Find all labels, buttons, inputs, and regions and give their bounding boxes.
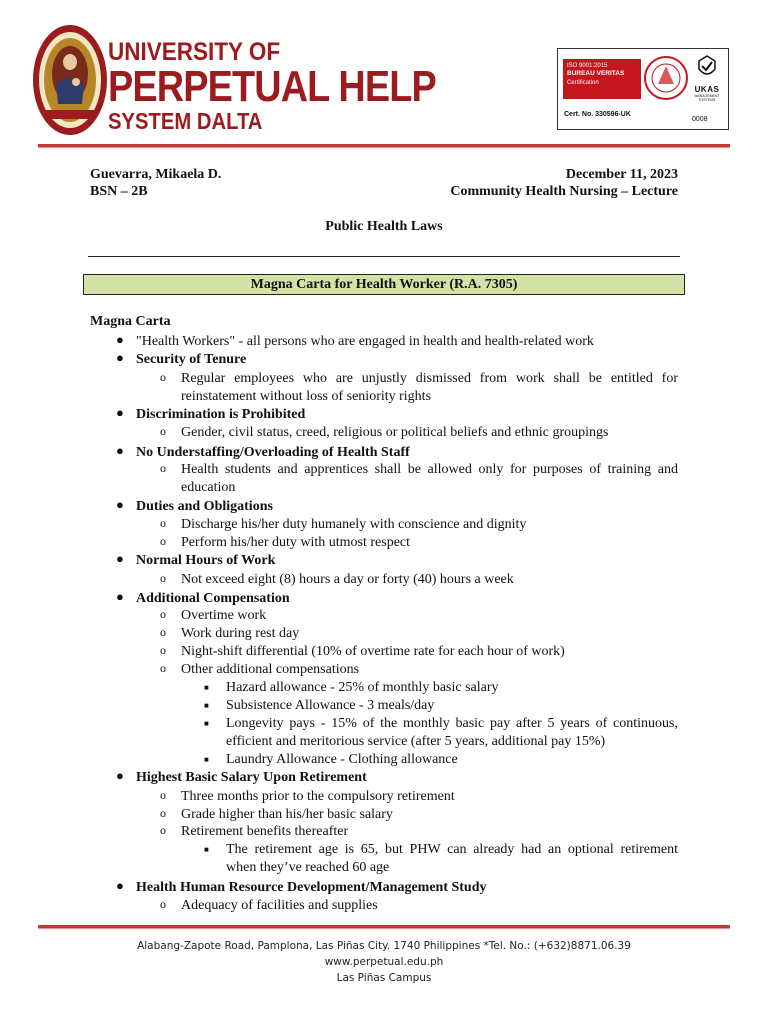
certification-label: Certification bbox=[567, 79, 599, 86]
square-bullet-icon: ■ bbox=[204, 845, 209, 854]
circle-bullet-icon: o bbox=[160, 806, 166, 820]
circle-bullet-icon: o bbox=[160, 461, 166, 475]
list-item-continued: education bbox=[181, 480, 236, 495]
list-item: Regular employees who are unjustly dismissed from work shall be entitled for bbox=[181, 371, 678, 386]
list-item: The retirement age is 65, but PHW can already had an optional retirement bbox=[226, 842, 678, 857]
circle-bullet-icon: o bbox=[160, 370, 166, 384]
bullet-icon: ● bbox=[116, 405, 124, 420]
footer-address: Alabang-Zapote Road, Pamplona, Las Piñas City. 1740 Philippines *Tel. No.: (+632)8871.06.39 bbox=[137, 940, 631, 952]
circle-bullet-icon: o bbox=[160, 661, 166, 675]
list-item: Highest Basic Salary Upon Retirement bbox=[136, 770, 367, 785]
list-item: Health Human Resource Development/Management Study bbox=[136, 880, 487, 895]
university-name-line1: UNIVERSITY OF bbox=[108, 38, 281, 66]
circle-bullet-icon: o bbox=[160, 625, 166, 639]
list-item: Additional Compensation bbox=[136, 591, 290, 606]
ukas-subtext: MANAGEMENT SYSTEMS bbox=[694, 94, 720, 102]
bullet-icon: ● bbox=[116, 443, 124, 458]
student-name: Guevarra, Mikaela D. bbox=[90, 167, 222, 182]
list-item: Subsistence Allowance - 3 meals/day bbox=[226, 698, 435, 713]
list-item: Other additional compensations bbox=[181, 662, 360, 677]
crown-check-icon bbox=[696, 55, 718, 79]
student-info bbox=[90, 166, 221, 200]
list-item: Not exceed eight (8) hours a day or forty (40) hours a week bbox=[181, 572, 514, 587]
footer-divider bbox=[38, 925, 730, 928]
ukas-text: UKAS bbox=[694, 85, 720, 94]
list-item: Overtime work bbox=[181, 608, 267, 623]
certification-badge bbox=[557, 48, 729, 130]
bullet-icon: ● bbox=[116, 350, 124, 365]
list-item: Perform his/her duty with utmost respect bbox=[181, 535, 411, 550]
university-name bbox=[108, 40, 489, 133]
circle-bullet-icon: o bbox=[160, 424, 166, 438]
list-item: Longevity pays - 15% of the monthly basic pay after 5 years of continuous, bbox=[226, 716, 678, 731]
list-item: Discrimination is Prohibited bbox=[136, 407, 306, 422]
course-name: Community Health Nursing – Lecture bbox=[450, 184, 678, 199]
bullet-icon: ● bbox=[116, 551, 124, 566]
student-section: BSN – 2B bbox=[90, 184, 148, 199]
square-bullet-icon: ■ bbox=[204, 755, 209, 764]
list-item: Duties and Obligations bbox=[136, 499, 273, 514]
list-item: Retirement benefits thereafter bbox=[181, 824, 349, 839]
square-bullet-icon: ■ bbox=[204, 683, 209, 692]
list-item: Three months prior to the compulsory retirement bbox=[181, 789, 455, 804]
bureau-veritas-seal-icon bbox=[644, 54, 688, 102]
bullet-icon: ● bbox=[116, 332, 124, 347]
footer-campus: Las Piñas Campus bbox=[336, 972, 432, 984]
letterhead bbox=[0, 0, 768, 150]
square-bullet-icon: ■ bbox=[204, 701, 209, 710]
list-item: "Health Workers" - all persons who are engaged in health and health-related work bbox=[136, 334, 594, 349]
iso-label: ISO 9001:2015 bbox=[567, 63, 608, 69]
list-item: Adequacy of facilities and supplies bbox=[181, 898, 378, 913]
circle-bullet-icon: o bbox=[160, 643, 166, 657]
document-info bbox=[450, 166, 678, 200]
list-item: Health students and apprentices shall be allowed only for purposes of training and bbox=[181, 462, 678, 477]
bullet-icon: ● bbox=[116, 497, 124, 512]
circle-bullet-icon: o bbox=[160, 534, 166, 548]
circle-bullet-icon: o bbox=[160, 607, 166, 621]
list-item: Grade higher than his/her basic salary bbox=[181, 807, 393, 822]
circle-bullet-icon: o bbox=[160, 823, 166, 837]
list-item: Discharge his/her duty humanely with conscience and dignity bbox=[181, 517, 527, 532]
section-heading: Magna Carta bbox=[90, 314, 171, 329]
ukas-number: 0008 bbox=[692, 116, 708, 123]
list-item: Security of Tenure bbox=[136, 352, 247, 367]
certificate-number: Cert. No. 330596-UK bbox=[564, 111, 631, 118]
university-name-line3: SYSTEM DALTA bbox=[108, 108, 263, 134]
document-date: December 11, 2023 bbox=[565, 167, 678, 182]
circle-bullet-icon: o bbox=[160, 571, 166, 585]
bullet-icon: ● bbox=[116, 768, 124, 783]
list-item-continued: when they’ve reached 60 age bbox=[226, 860, 390, 875]
list-item: No Understaffing/Overloading of Health Staff bbox=[136, 445, 410, 460]
list-item: Normal Hours of Work bbox=[136, 553, 276, 568]
circle-bullet-icon: o bbox=[160, 516, 166, 530]
bureau-veritas-label bbox=[563, 59, 641, 99]
list-item: Laundry Allowance - Clothing allowance bbox=[226, 752, 458, 767]
university-seal-icon bbox=[32, 24, 108, 136]
ukas-mark bbox=[690, 55, 724, 113]
list-item-continued: efficient and meritorious service (after 5 years, additional pay 15%) bbox=[226, 734, 606, 749]
square-bullet-icon: ■ bbox=[204, 719, 209, 728]
university-name-line2: PERPETUAL HELP bbox=[108, 62, 436, 111]
topic-banner: Magna Carta for Health Worker (R.A. 7305) bbox=[83, 274, 685, 295]
footer-website: www.perpetual.edu.ph bbox=[324, 956, 444, 968]
circle-bullet-icon: o bbox=[160, 897, 166, 911]
list-item: Gender, civil status, creed, religious or political beliefs and ethnic groupings bbox=[181, 425, 609, 440]
page-title: Public Health Laws bbox=[325, 219, 443, 234]
list-item: Work during rest day bbox=[181, 626, 300, 641]
list-item: Hazard allowance - 25% of monthly basic salary bbox=[226, 680, 499, 695]
bullet-icon: ● bbox=[116, 589, 124, 604]
bullet-icon: ● bbox=[116, 878, 124, 893]
bureau-veritas-name: BUREAU VERITAS bbox=[567, 70, 625, 78]
list-item: Night-shift differential (10% of overtime rate for each hour of work) bbox=[181, 644, 565, 659]
list-item-continued: reinstatement without loss of seniority rights bbox=[181, 389, 432, 404]
circle-bullet-icon: o bbox=[160, 788, 166, 802]
title-divider bbox=[88, 256, 680, 257]
header-divider bbox=[38, 144, 730, 147]
